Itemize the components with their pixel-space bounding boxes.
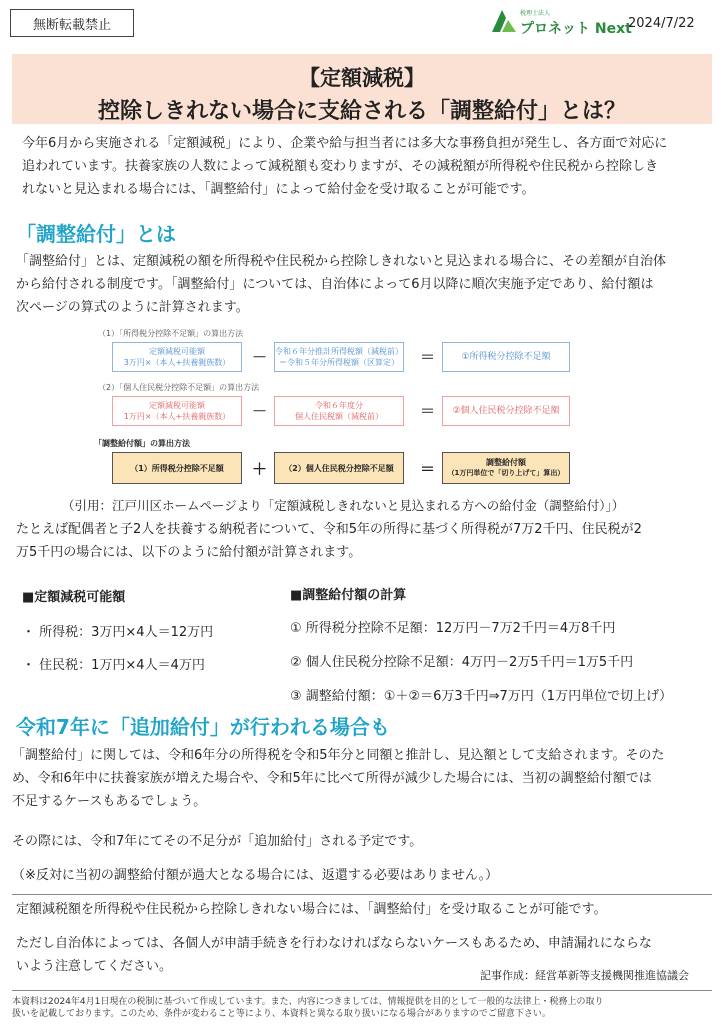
divider — [12, 894, 712, 895]
box-text: 調整給付額 — [486, 458, 526, 467]
equals-operator: ＝ — [420, 460, 436, 478]
equals-operator: ＝ — [420, 348, 436, 366]
list-item: ① 所得税分控除不足額：12万円－7万2千円＝4万8千円 — [290, 621, 616, 636]
logo-name: プロネット Next — [520, 21, 632, 37]
formula-result-box: ①所得税分控除不足額 — [442, 342, 570, 372]
list-item: ③ 調整給付額：①＋②＝6万3千円⇒7万円（1万円単位で切上げ） — [290, 689, 673, 704]
intro-paragraph — [22, 132, 667, 201]
formula-box — [274, 342, 404, 372]
calculation-formula-figure — [92, 328, 612, 490]
minus-operator: － — [252, 402, 268, 420]
formula-result-box — [442, 452, 570, 484]
list-title-reduction: ■定額減税可能額 — [22, 590, 126, 605]
title-tag: 【定額減税】 — [299, 66, 425, 90]
formula-result-box: ②個人住民税分控除不足額 — [442, 396, 570, 426]
list-title-adjustment-calc: ■調整給付額の計算 — [290, 588, 407, 603]
section1-line: 次ページの算式のように計算されます。 — [16, 300, 249, 315]
author-credit: 記事作成：経営革新等支援機関推進協議会 — [480, 969, 689, 982]
intro-line: 今年6月から実施される「定額減税」により、企業や給与担当者には多大な事務負担が発生し、各方面で対応に — [22, 136, 668, 151]
summary-line: 定額減税額を所得税や住民税から控除しきれない場合には、「調整給付」を受け取ることが可能です。 — [16, 902, 607, 917]
logo-subtitle: 税理士法人 — [520, 10, 551, 17]
formula-box: （2）個人住民税分控除不足額 — [274, 452, 404, 484]
title-banner — [12, 54, 712, 124]
company-logo — [490, 6, 632, 38]
box-text: 個人住民税額（減税前） — [295, 412, 383, 421]
summary-line: ただし自治体によっては、各個人が申請手続きを行わなければならないケースもあるため、申請漏れにならな — [16, 936, 652, 951]
plus-operator: ＋ — [252, 460, 268, 478]
section1-paragraph — [16, 250, 666, 319]
summary-line: いよう注意してください。 — [16, 959, 173, 974]
logo-mark-icon — [490, 6, 518, 34]
section-heading-additional-payment: 令和7年に「追加給付」が行われる場合も — [16, 715, 390, 739]
section-heading-adjustment: 「調整給付」とは — [16, 222, 176, 246]
box-text: 3万円×（本人+扶養親族数） — [123, 358, 231, 367]
footer-line: 扱いを記載しております。このため、条件が変わること等により、本資料と異なる取り扱いになる場合がありますのでご留意下さい。 — [12, 1009, 551, 1019]
footer-line: 本資料は2024年4月1日現在の税制に基づいて作成しています。また、内容につきましては、情報提供を目的として一般的な法律上・税務上の取り — [12, 997, 604, 1007]
section1-line: から給付される制度です。「調整給付」については、自治体によって6月以降に順次実施予定であり、給付額は — [16, 277, 654, 292]
formula-box — [274, 396, 404, 426]
section2-note-refund: （※反対に当初の調整給付額が過大となる場合には、返還する必要はありません。） — [12, 868, 499, 883]
intro-line: 追われています。扶養家族の人数によって減税額も変わりますが、その減税額が所得税や住民税から控除しき — [22, 159, 658, 174]
formula-label-resident-tax: （2）「個人住民税分控除不足額」の算出方法 — [98, 383, 260, 392]
formula-box — [112, 396, 242, 426]
list-item: ・ 所得税：3万円×4人＝12万円 — [22, 625, 214, 640]
section2-line: め、令和6年中に扶養家族が増えた場合や、令和5年に比べて所得が減少した場合には、当初の調整給付額では — [12, 771, 652, 786]
divider — [12, 990, 712, 991]
box-text: 令和６年分推計所得税額（減税前） — [275, 347, 403, 356]
disclaimer-footer — [12, 996, 712, 1020]
section2-line: 「調整給付」に関しては、令和6年分の所得税を令和5年分と同額と推計し、見込額として支給されます。そのた — [12, 748, 665, 763]
list-item: ・ 住民税：1万円×4人＝4万円 — [22, 658, 205, 673]
formula-label-income-tax: （1）「所得税分控除不足額」の算出方法 — [98, 329, 244, 338]
formula-box — [112, 342, 242, 372]
list-item: ② 個人住民税分控除不足額：4万円－2万5千円＝1万5千円 — [290, 655, 634, 670]
section2-line: 不足するケースもあるでしょう。 — [12, 794, 207, 809]
minus-operator: － — [252, 348, 268, 366]
section1-line: 「調整給付」とは、定額減税の額を所得税や住民税から控除しきれないと見込まれる場合に、その差額が自治体 — [16, 254, 667, 269]
intro-line: れないと見込まれる場合には、「調整給付」によって給付金を受け取ることが可能です。 — [22, 182, 535, 197]
box-text: 定額減税可能額 — [149, 347, 205, 356]
example-paragraph — [16, 518, 642, 564]
no-reprint-badge: 無断転載禁止 — [10, 9, 134, 37]
box-text: 定額減税可能額 — [149, 401, 205, 410]
page-title: 控除しきれない場合に支給される「調整給付」とは？ — [97, 99, 626, 124]
example-line: 万5千円の場合には、以下のように給付額が計算されます。 — [16, 545, 362, 560]
equals-operator: ＝ — [420, 402, 436, 420]
citation: （引用：江戸川区ホームページより「定額減税しきれないと見込まれる方への給付金（調整給付）」） — [62, 498, 625, 513]
box-text: （1万円単位で「切り上げて」算出） — [447, 469, 565, 477]
formula-box: （1）所得税分控除不足額 — [112, 452, 242, 484]
box-text: 令和６年度分 — [315, 401, 363, 410]
box-text: 1万円×（本人+扶養親族数） — [123, 412, 231, 421]
example-line: たとえば配偶者と子2人を扶養する納税者について、令和5年の所得に基づく所得税が7万2千円、住民税が2 — [16, 522, 642, 537]
section2-paragraph — [12, 744, 665, 813]
box-text: ＝令和５年分所得税額（区算定） — [279, 358, 399, 367]
section2-note: その際には、令和7年にてその不足分が「追加給付」される予定です。 — [12, 834, 423, 849]
publish-date: 2024/7/22 — [628, 16, 695, 31]
formula-label-adjustment: 「調整給付額」の算出方法 — [94, 439, 190, 448]
